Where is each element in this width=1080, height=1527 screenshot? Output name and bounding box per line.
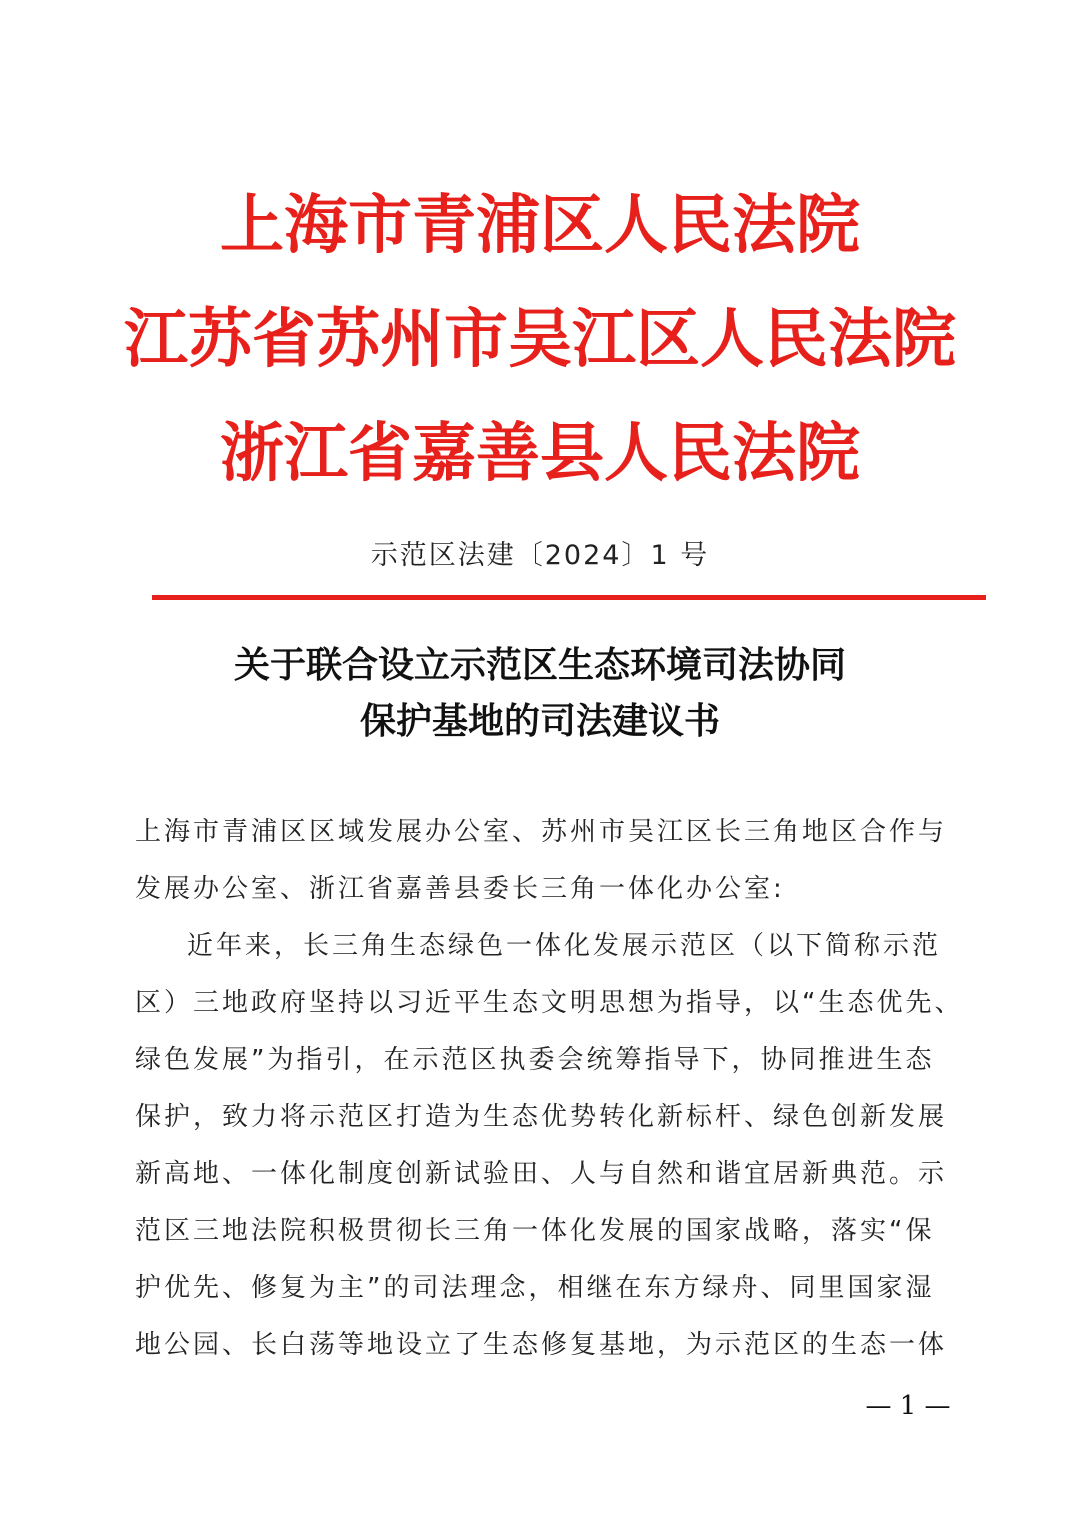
document-title-line-2: 保护基地的司法建议书 (359, 700, 720, 742)
paragraph-line: 地公园、长白荡等地设立了生态修复基地，为示范区的生态一体 (135, 1330, 948, 1360)
paragraph-line: 保护，致力将示范区打造为生态优势转化新标杆、绿色创新发展 (135, 1102, 948, 1132)
addressee-line: 发展办公室、浙江省嘉善县委长三角一体化办公室: (135, 874, 785, 904)
red-divider-line (152, 595, 986, 600)
issuer-court-wujiang: 江苏省苏州市吴江区人民法院 (124, 302, 956, 377)
document-number: 示范区法建〔2024〕1 号 (370, 540, 710, 571)
addressee-line: 上海市青浦区区域发展办公室、苏州市吴江区长三角地区合作与 (135, 817, 948, 847)
paragraph-line: 绿色发展”为指引，在示范区执委会统筹指导下，协同推进生态 (135, 1045, 935, 1075)
paragraph-line: 近年来，长三角生态绿色一体化发展示范区（以下简称示范 (187, 931, 942, 961)
paragraph-line: 范区三地法院积极贯彻长三角一体化发展的国家战略，落实“保 (135, 1216, 935, 1246)
document-body (135, 804, 964, 1374)
issuer-court-qingpu: 上海市青浦区人民法院 (220, 188, 860, 263)
paragraph-line: 新高地、一体化制度创新试验田、人与自然和谐宜居新典范。示 (135, 1159, 948, 1189)
paragraph-line: 区）三地政府坚持以习近平生态文明思想为指导，以“生态优先、 (135, 988, 964, 1018)
page-number: — 1 — (865, 1391, 951, 1421)
issuer-court-jiashan: 浙江省嘉善县人民法院 (220, 416, 860, 491)
paragraph-line: 护优先、修复为主”的司法理念，相继在东方绿舟、同里国家湿 (135, 1273, 935, 1303)
document-title-line-1: 关于联合设立示范区生态环境司法协同 (233, 644, 846, 686)
